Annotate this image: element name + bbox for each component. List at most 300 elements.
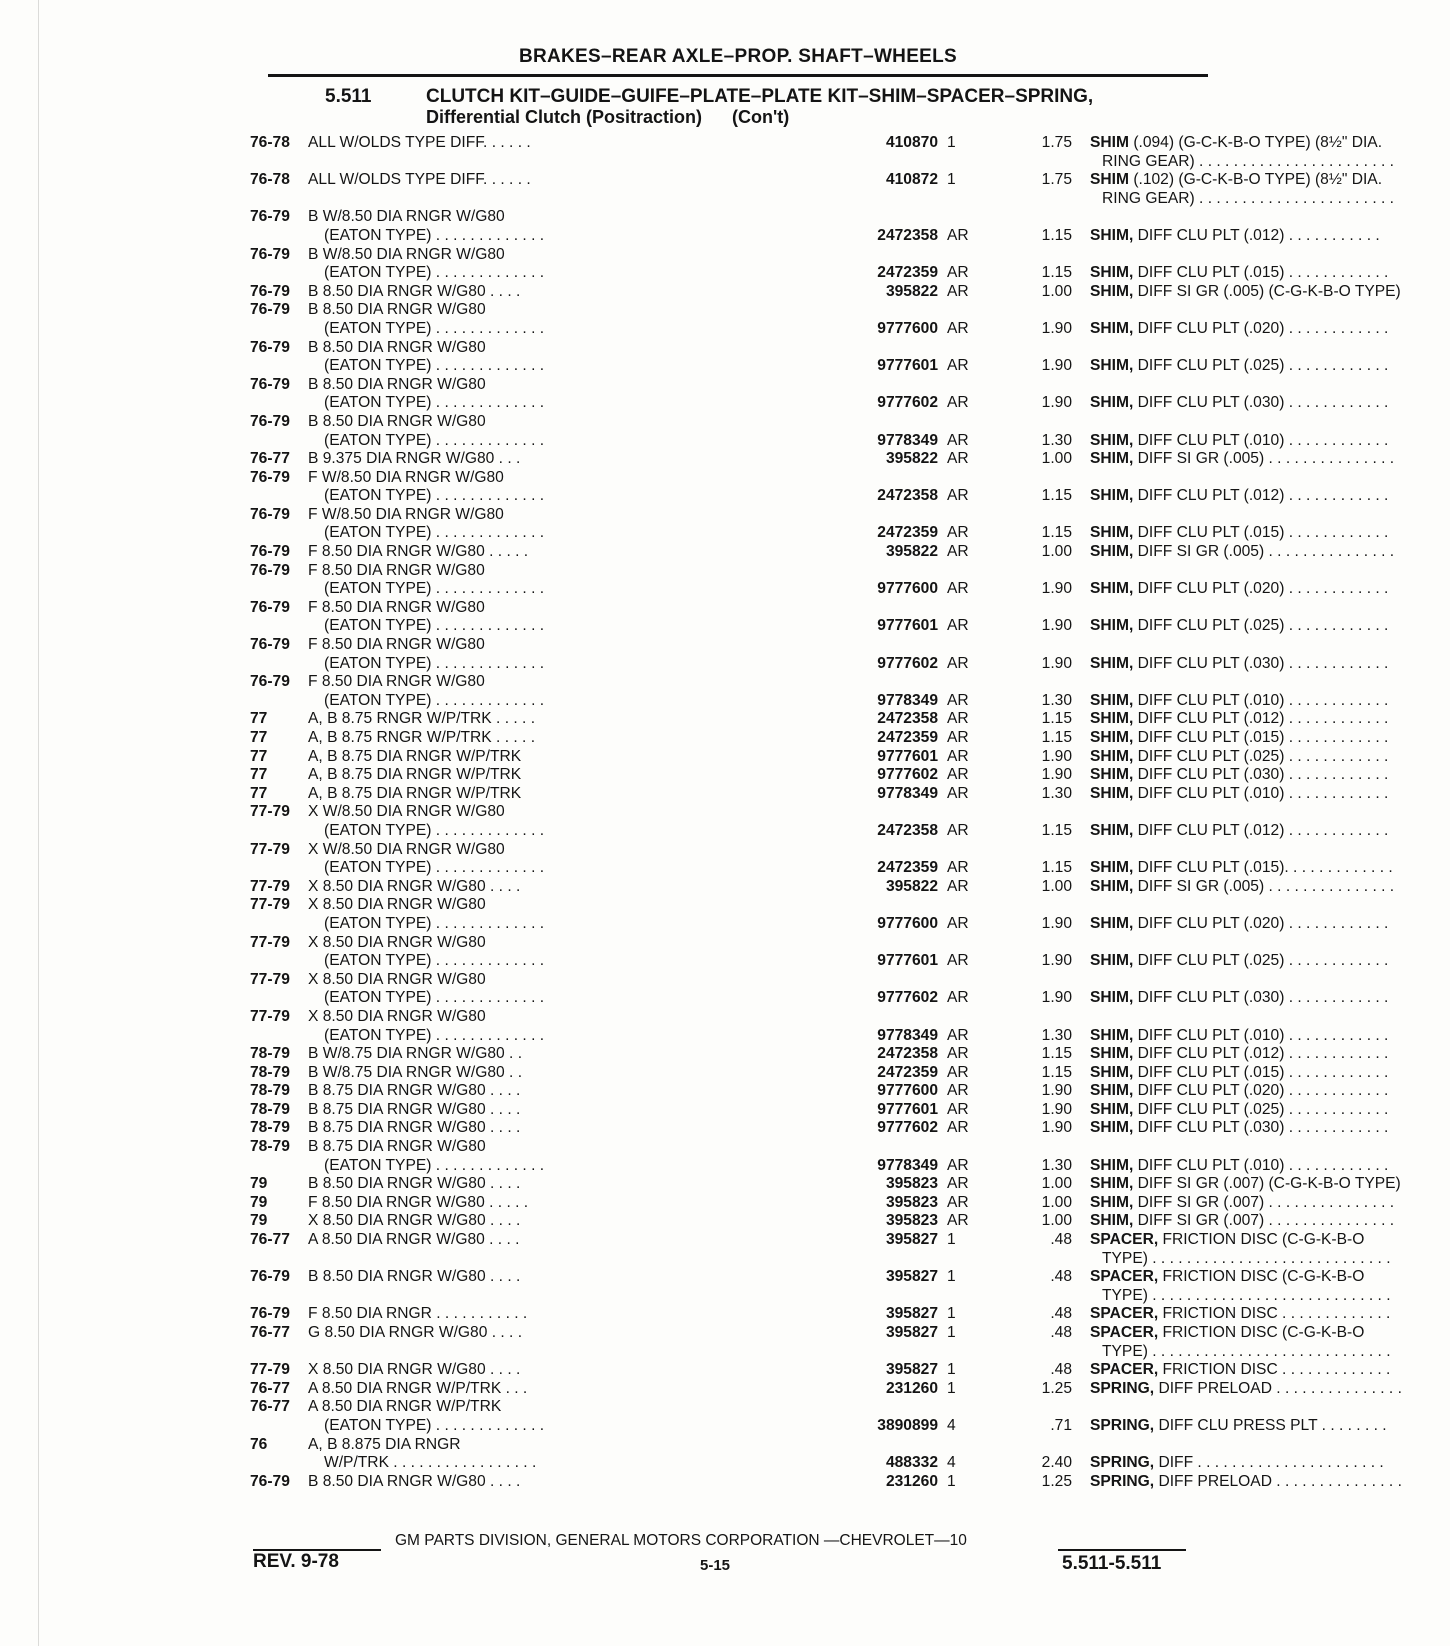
application: B W/8.75 DIA RNGR W/G80 . . <box>308 1045 523 1063</box>
description-text: DIFF CLU PLT (.012) . . . . . . . . . . . <box>1133 226 1380 244</box>
price: 1.00 <box>1041 877 1072 895</box>
description-text: DIFF CLU PLT (.015). . . . . . . . . . . . . <box>1133 859 1393 877</box>
table-row <box>250 710 1389 729</box>
quantity: AR <box>947 1082 969 1100</box>
table-row <box>250 1193 1395 1213</box>
description <box>1090 1045 1450 1064</box>
quantity: AR <box>947 450 969 468</box>
table-row <box>250 1100 1389 1120</box>
table-row <box>250 841 1210 860</box>
description <box>1090 320 1450 339</box>
table-row <box>250 208 1210 227</box>
application: F 8.50 DIA RNGR W/G80 <box>308 561 485 579</box>
application: B 8.50 DIA RNGR W/G80 <box>308 301 486 319</box>
page-number: 5-15 <box>700 1557 731 1574</box>
part-name: SPACER, <box>1090 1305 1159 1323</box>
part-number: 9777602 <box>877 394 938 412</box>
model-years: 77-79 <box>250 970 290 988</box>
part-name: SHIM, <box>1090 729 1134 746</box>
part-name: SHIM, <box>1090 450 1134 468</box>
description-text: DIFF CLU PLT (.015) . . . . . . . . . . . . <box>1133 1063 1389 1081</box>
part-number: 9777600 <box>877 1082 938 1100</box>
quantity: 4 <box>947 1416 956 1434</box>
model-years: 76-79 <box>250 338 290 356</box>
model-years: 76-79 <box>250 1305 290 1323</box>
price: .48 <box>1050 1231 1072 1249</box>
application: A, B 8.75 DIA RNGR W/P/TRK <box>308 784 522 802</box>
application: B 8.75 DIA RNGR W/G80 <box>308 1138 486 1156</box>
table-row <box>250 617 1389 636</box>
description <box>1090 450 1450 469</box>
quantity: AR <box>947 766 969 784</box>
model-years: 77-79 <box>250 1361 290 1379</box>
model-years: 77-79 <box>250 840 290 858</box>
part-number: 2472359 <box>877 524 938 542</box>
description-text: FRICTION DISC . . . . . . . . . . . . . <box>1158 1305 1391 1323</box>
price: 1.30 <box>1041 1026 1072 1044</box>
footer-publisher: GM PARTS DIVISION, GENERAL MOTORS CORPORATION —CHEVROLET—10 <box>395 1532 967 1549</box>
model-years: 77-79 <box>250 896 290 914</box>
price: 1.90 <box>1041 580 1072 598</box>
part-number: 3890899 <box>877 1416 938 1434</box>
description-text: FRICTION DISC (C-G-K-B-O <box>1158 1268 1365 1286</box>
table-row <box>250 971 1210 990</box>
part-number: 410870 <box>885 134 938 151</box>
description <box>1090 227 1450 246</box>
quantity: 1 <box>947 134 956 151</box>
footer-rule-right <box>1058 1549 1186 1551</box>
price: 1.90 <box>1041 914 1072 932</box>
application: F 8.50 DIA RNGR W/G80 . . . . . <box>308 1193 529 1211</box>
price: 1.90 <box>1041 1082 1072 1100</box>
part-number: 9778349 <box>877 1156 938 1174</box>
description <box>1102 190 1450 209</box>
description-text: DIFF CLU PLT (.025) . . . . . . . . . . . . <box>1133 1100 1389 1118</box>
model-years: 76-79 <box>250 598 290 616</box>
model-years: 76-79 <box>250 673 290 691</box>
quantity: AR <box>947 1100 969 1118</box>
table-row <box>250 1436 1210 1455</box>
description-text: DIFF CLU PLT (.030) . . . . . . . . . . . . <box>1133 394 1389 412</box>
table-row <box>250 1286 1391 1306</box>
table-row <box>250 1138 1210 1157</box>
quantity: AR <box>947 431 969 449</box>
part-number: 231260 <box>885 1472 938 1490</box>
part-number: 395823 <box>885 1175 938 1193</box>
application: (EATON TYPE) . . . . . . . . . . . . . <box>324 1416 545 1434</box>
table-row <box>250 599 1210 618</box>
description <box>1090 1175 1450 1194</box>
description <box>1090 655 1450 674</box>
application: A 8.50 DIA RNGR W/P/TRK . . . <box>308 1379 528 1397</box>
quantity: AR <box>947 729 969 746</box>
table-row <box>250 1231 1365 1250</box>
quantity: AR <box>947 357 969 375</box>
part-name: SHIM, <box>1090 877 1134 895</box>
table-row <box>250 524 1389 543</box>
section-continued: (Con't) <box>732 107 790 127</box>
table-row <box>250 301 1210 320</box>
description-text: DIFF CLU PLT (.030) . . . . . . . . . . . . <box>1133 1119 1389 1137</box>
part-number: 395827 <box>885 1305 938 1323</box>
price: 1.90 <box>1041 766 1072 784</box>
part-number: 2472358 <box>877 487 938 505</box>
table-row <box>250 413 1210 432</box>
description <box>1090 1417 1450 1436</box>
table-row <box>250 691 1389 711</box>
price: .48 <box>1050 1268 1072 1286</box>
quantity: AR <box>947 952 969 970</box>
application: A, B 8.75 RNGR W/P/TRK . . . . . <box>308 729 536 746</box>
model-years: 76-79 <box>250 208 290 226</box>
part-name: SHIM, <box>1090 766 1134 784</box>
application: W/P/TRK . . . . . . . . . . . . . . . . . <box>324 1454 537 1472</box>
price: 1.25 <box>1041 1472 1072 1490</box>
part-number: 9777602 <box>877 989 938 1007</box>
application: ALL W/OLDS TYPE DIFF. . . . . . <box>308 134 531 151</box>
quantity: AR <box>947 877 969 895</box>
description <box>1090 729 1450 748</box>
table-row <box>250 487 1389 506</box>
price: 1.00 <box>1041 1193 1072 1211</box>
quantity: AR <box>947 989 969 1007</box>
description-text: DIFF CLU PLT (.012) . . . . . . . . . . . . <box>1133 1045 1389 1063</box>
application: F 8.50 DIA RNGR W/G80 <box>308 673 485 691</box>
description <box>1090 1268 1450 1287</box>
price: 1.30 <box>1041 431 1072 449</box>
table-row <box>250 1268 1365 1287</box>
part-name: SHIM, <box>1090 952 1134 970</box>
part-number: 9777601 <box>877 952 938 970</box>
application: (EATON TYPE) . . . . . . . . . . . . . <box>324 691 545 709</box>
part-name: SHIM, <box>1090 580 1134 598</box>
table-row <box>250 580 1389 599</box>
part-name: SHIM, <box>1090 1212 1134 1230</box>
section-range: 5.511-5.511 <box>1062 1553 1162 1574</box>
description <box>1090 915 1450 934</box>
quantity: AR <box>947 859 969 877</box>
description <box>1090 1324 1450 1343</box>
description-text: DIFF CLU PLT (.020) . . . . . . . . . . . . <box>1133 914 1389 932</box>
application: F W/8.50 DIA RNGR W/G80 <box>308 468 504 486</box>
part-name: SHIM, <box>1090 654 1134 672</box>
application: X 8.50 DIA RNGR W/G80 <box>308 1007 486 1025</box>
description <box>1090 1231 1450 1250</box>
application: B 8.50 DIA RNGR W/G80 . . . . <box>308 1472 521 1490</box>
table-row <box>250 1008 1210 1027</box>
model-years: 79 <box>250 1175 268 1193</box>
table-row <box>250 766 1389 785</box>
description <box>1090 1194 1450 1213</box>
part-name: SHIM, <box>1090 710 1134 728</box>
description-text: DIFF PRELOAD . . . . . . . . . . . . . . . <box>1154 1472 1402 1490</box>
application: X W/8.50 DIA RNGR W/G80 <box>308 840 505 858</box>
application: B 9.375 DIA RNGR W/G80 . . . <box>308 450 521 468</box>
description-text: RING GEAR) . . . . . . . . . . . . . . . . . . . . . . . <box>1102 189 1394 207</box>
model-years: 76-79 <box>250 1472 290 1490</box>
model-years: 76-77 <box>250 1398 290 1416</box>
part-name: SHIM, <box>1090 747 1134 765</box>
description <box>1102 1250 1450 1269</box>
part-name: SHIM, <box>1090 691 1134 709</box>
application: X 8.50 DIA RNGR W/G80 <box>308 970 486 988</box>
description <box>1090 357 1450 376</box>
model-years: 79 <box>250 1193 268 1211</box>
revision-label: REV. 9-78 <box>253 1551 339 1572</box>
part-name: SHIM <box>1090 171 1129 189</box>
part-name: SPACER, <box>1090 1231 1159 1249</box>
application: B W/8.75 DIA RNGR W/G80 . . <box>308 1063 523 1081</box>
model-years: 76-79 <box>250 561 290 579</box>
part-name: SPRING, <box>1090 1379 1155 1397</box>
table-row <box>250 226 1380 246</box>
table-row <box>250 1175 1401 1194</box>
section-subtitle-text: Differential Clutch (Positraction) <box>426 107 703 127</box>
price: 1.90 <box>1041 394 1072 412</box>
price: 1.15 <box>1041 487 1072 505</box>
model-years: 76-79 <box>250 468 290 486</box>
quantity: AR <box>947 580 969 598</box>
quantity: AR <box>947 226 969 244</box>
part-name: SHIM, <box>1090 859 1134 877</box>
part-number: 2472359 <box>877 1063 938 1081</box>
table-row <box>250 1063 1389 1083</box>
part-name: SHIM, <box>1090 914 1134 932</box>
description-text: DIFF CLU PLT (.025) . . . . . . . . . . . . <box>1133 617 1389 635</box>
price: .71 <box>1050 1416 1072 1434</box>
quantity: 1 <box>947 1361 956 1379</box>
part-name: SHIM, <box>1090 226 1134 244</box>
model-years: 77-79 <box>250 803 290 821</box>
application: (EATON TYPE) . . . . . . . . . . . . . <box>324 319 545 337</box>
table-row <box>250 152 1394 172</box>
application: B 8.75 DIA RNGR W/G80 . . . . <box>308 1082 521 1100</box>
description-text: DIFF CLU PLT (.020) . . . . . . . . . . . . <box>1133 580 1389 598</box>
table-row <box>250 376 1210 395</box>
application: B 8.50 DIA RNGR W/G80 . . . . <box>308 1268 521 1286</box>
table-row <box>250 469 1210 488</box>
description-text: DIFF SI GR (.007) . . . . . . . . . . . . . . . <box>1133 1193 1395 1211</box>
part-name: SHIM, <box>1090 431 1134 449</box>
part-name: SHIM, <box>1090 264 1134 282</box>
description-text: DIFF CLU PLT (.012) . . . . . . . . . . . . <box>1133 710 1389 728</box>
part-number: 395822 <box>885 450 938 468</box>
price: 1.75 <box>1041 171 1072 189</box>
application: B 8.50 DIA RNGR W/G80 <box>308 338 486 356</box>
application: F 8.50 DIA RNGR W/G80 . . . . . <box>308 543 529 561</box>
application: X 8.50 DIA RNGR W/G80 . . . . <box>308 1212 521 1230</box>
part-name: SPRING, <box>1090 1454 1155 1472</box>
quantity: AR <box>947 1175 969 1193</box>
part-number: 9777601 <box>877 357 938 375</box>
price: 2.40 <box>1041 1454 1072 1472</box>
model-years: 76-77 <box>250 1231 290 1249</box>
price: 1.00 <box>1041 282 1072 300</box>
description-text: DIFF CLU PLT (.020) . . . . . . . . . . . . <box>1133 1082 1389 1100</box>
quantity: 1 <box>947 1305 956 1323</box>
table-row <box>250 1342 1391 1362</box>
price: 1.90 <box>1041 617 1072 635</box>
model-years: 77-79 <box>250 1007 290 1025</box>
part-name: SHIM, <box>1090 1026 1134 1044</box>
quantity: AR <box>947 1045 969 1063</box>
application: F 8.50 DIA RNGR W/G80 <box>308 598 485 616</box>
quantity: AR <box>947 264 969 282</box>
description <box>1090 580 1450 599</box>
table-row <box>250 450 1395 469</box>
price: 1.15 <box>1041 524 1072 542</box>
application: B 8.50 DIA RNGR W/G80 . . . . <box>308 282 521 300</box>
model-years: 76-79 <box>250 282 290 300</box>
application: (EATON TYPE) . . . . . . . . . . . . . <box>324 580 545 598</box>
price: 1.90 <box>1041 654 1072 672</box>
part-name: SHIM, <box>1090 319 1134 337</box>
price: 1.00 <box>1041 450 1072 468</box>
price: 1.30 <box>1041 691 1072 709</box>
table-row <box>250 1249 1391 1269</box>
application: F 8.50 DIA RNGR . . . . . . . . . . . <box>308 1305 528 1323</box>
quantity: 1 <box>947 1268 956 1286</box>
section-title: CLUTCH KIT–GUIDE–GUIFE–PLATE–PLATE KIT–SHIM–SPACER–SPRING, <box>426 86 1094 107</box>
price: 1.00 <box>1041 543 1072 561</box>
part-number: 395822 <box>885 543 938 561</box>
application: A, B 8.75 DIA RNGR W/P/TRK <box>308 747 522 765</box>
table-row <box>250 673 1210 692</box>
part-number: 395827 <box>885 1231 938 1249</box>
description <box>1102 153 1450 172</box>
price: 1.15 <box>1041 710 1072 728</box>
part-name: SHIM, <box>1090 1063 1134 1081</box>
part-name: SHIM, <box>1090 1082 1134 1100</box>
application: A 8.50 DIA RNGR W/G80 . . . . <box>308 1231 520 1249</box>
table-row <box>250 339 1210 358</box>
table-row <box>250 784 1389 804</box>
quantity: AR <box>947 784 969 802</box>
part-name: SPACER, <box>1090 1324 1159 1341</box>
quantity: AR <box>947 1156 969 1174</box>
description <box>1090 1473 1450 1492</box>
part-number: 9778349 <box>877 1026 938 1044</box>
part-name: SHIM, <box>1090 989 1134 1007</box>
description-text: DIFF SI GR (.005) (C-G-K-B-O TYPE) <box>1133 282 1401 300</box>
quantity: AR <box>947 1063 969 1081</box>
application: (EATON TYPE) . . . . . . . . . . . . . <box>324 524 545 542</box>
table-row <box>250 859 1393 878</box>
part-number: 9777602 <box>877 1119 938 1137</box>
quantity: AR <box>947 1026 969 1044</box>
part-number: 395823 <box>885 1193 938 1211</box>
table-row <box>250 803 1210 822</box>
part-number: 395827 <box>885 1361 938 1379</box>
part-number: 9778349 <box>877 691 938 709</box>
table-row <box>250 1082 1389 1101</box>
part-name: SHIM, <box>1090 282 1134 300</box>
description <box>1090 859 1450 878</box>
model-years: 77 <box>250 729 268 746</box>
description-text: FRICTION DISC (C-G-K-B-O <box>1158 1231 1365 1249</box>
part-number: 2472359 <box>877 859 938 877</box>
model-years: 77 <box>250 766 268 784</box>
price: 1.15 <box>1041 264 1072 282</box>
quantity: AR <box>947 282 969 300</box>
part-number: 2472358 <box>877 226 938 244</box>
table-row <box>250 1045 1389 1064</box>
table-row <box>250 1212 1395 1231</box>
description <box>1090 785 1450 804</box>
part-number: 395822 <box>885 877 938 895</box>
description-text: DIFF SI GR (.005) . . . . . . . . . . . . . . . <box>1133 450 1395 468</box>
price: 1.15 <box>1041 226 1072 244</box>
table-row <box>250 821 1389 841</box>
model-years: 76-78 <box>250 171 290 189</box>
part-number: 9777601 <box>877 747 938 765</box>
description <box>1102 1287 1450 1306</box>
description-text: FRICTION DISC . . . . . . . . . . . . . <box>1158 1361 1391 1379</box>
description <box>1090 617 1450 636</box>
description <box>1090 264 1450 283</box>
application: (EATON TYPE) . . . . . . . . . . . . . <box>324 1026 545 1044</box>
application: B 8.50 DIA RNGR W/G80 . . . . <box>308 1175 521 1193</box>
table-row <box>250 282 1401 302</box>
price: 1.90 <box>1041 1119 1072 1137</box>
quantity: 4 <box>947 1454 956 1472</box>
part-name: SHIM, <box>1090 487 1134 505</box>
quantity: AR <box>947 617 969 635</box>
description-text: DIFF CLU PLT (.025) . . . . . . . . . . . . <box>1133 952 1389 970</box>
description <box>1090 1119 1450 1138</box>
table-row <box>250 246 1210 265</box>
description-text: DIFF CLU PLT (.015) . . . . . . . . . . . . <box>1133 524 1389 542</box>
table-row <box>250 134 1383 153</box>
application: B W/8.50 DIA RNGR W/G80 <box>308 245 505 263</box>
page-title: BRAKES–REAR AXLE–PROP. SHAFT–WHEELS <box>518 46 958 67</box>
application: B 8.75 DIA RNGR W/G80 . . . . <box>308 1119 521 1137</box>
price: 1.00 <box>1041 1175 1072 1193</box>
application: A, B 8.75 DIA RNGR W/P/TRK <box>308 766 522 784</box>
price: 1.30 <box>1041 784 1072 802</box>
price: 1.90 <box>1041 747 1072 765</box>
table-row <box>250 506 1210 525</box>
description-text: DIFF SI GR (.005) . . . . . . . . . . . . . . . <box>1133 543 1395 561</box>
table-row <box>250 1361 1391 1380</box>
description <box>1090 1454 1450 1473</box>
description <box>1090 394 1450 413</box>
model-years: 76-79 <box>250 636 290 654</box>
price: 1.30 <box>1041 1156 1072 1174</box>
application: A, B 8.75 RNGR W/P/TRK . . . . . <box>308 710 536 728</box>
application: X W/8.50 DIA RNGR W/G80 <box>308 803 505 821</box>
quantity: 1 <box>947 1324 956 1341</box>
part-number: 9777600 <box>877 580 938 598</box>
model-years: 76-79 <box>250 375 290 393</box>
price: 1.90 <box>1041 1100 1072 1118</box>
table-row <box>250 431 1389 451</box>
table-row <box>250 654 1389 674</box>
description <box>1090 543 1450 562</box>
price: .48 <box>1050 1361 1072 1379</box>
description <box>1090 524 1450 543</box>
table-row <box>250 189 1394 209</box>
part-name: SHIM <box>1090 134 1129 151</box>
table-row <box>250 1472 1402 1492</box>
price: 1.75 <box>1041 134 1072 151</box>
price: 1.00 <box>1041 1212 1072 1230</box>
model-years: 77 <box>250 710 268 728</box>
table-row <box>250 264 1389 283</box>
part-number: 9777600 <box>877 914 938 932</box>
header-rule <box>268 74 1208 77</box>
description <box>1090 171 1450 190</box>
